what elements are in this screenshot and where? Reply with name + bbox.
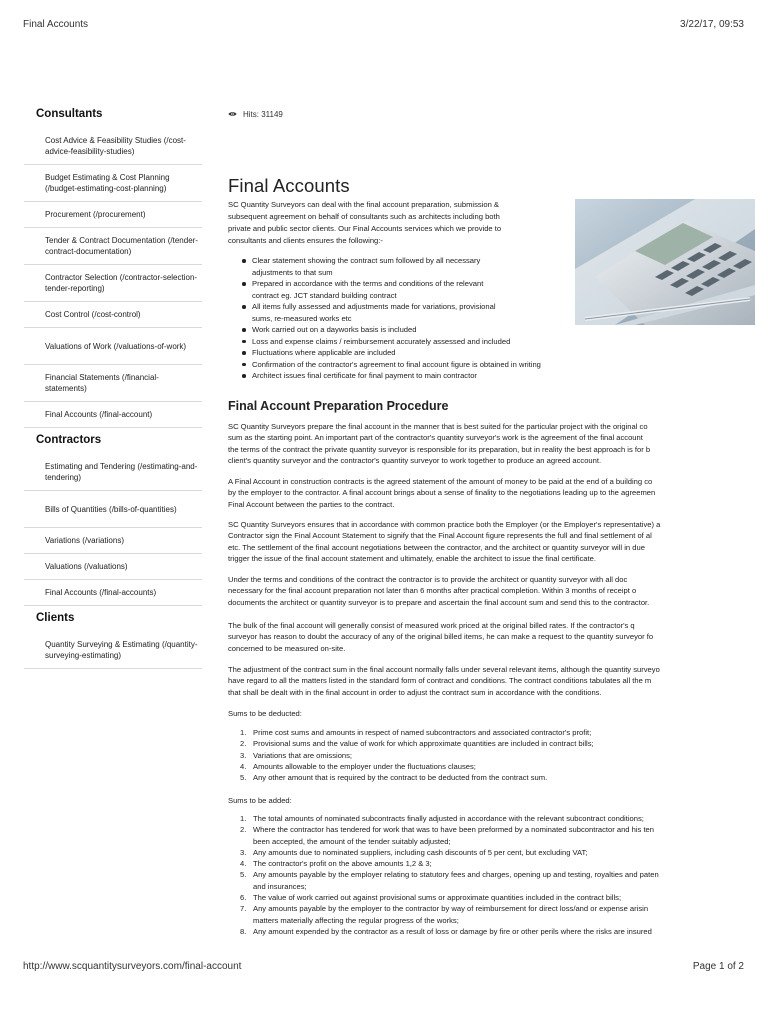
paragraph-line: The adjustment of the contract sum in the final account normally falls under several relevant items, although the quantity surveyo: [228, 665, 660, 674]
list-text: Any amount expended by the contractor as a result of loss or damage by fire or other perils where the risks are insured: [253, 926, 652, 936]
intro-line: SC Quantity Surveyors can deal with the final account preparation, submission &: [228, 200, 499, 209]
sidebar-link[interactable]: Cost Control (/cost-control): [24, 302, 202, 328]
intro-bullet: Architect issues final certificate for final payment to main contractor: [242, 370, 582, 382]
list-item: [240, 727, 768, 738]
list-text: Prime cost sums and amounts in respect of named subcontractors and associated contractor's profit;: [253, 728, 592, 737]
paragraph-line: sum as the starting point. An important part of the contractor's quantity surveyor's work is the agreement of the final account: [228, 433, 643, 443]
list-item: [240, 824, 768, 835]
paragraph-line: documents the architect or quantity surveyor is to prepare and ascertain the final account sum and send this to the contractor.: [228, 597, 650, 607]
paragraph-line: by the employer to the contractor. A final account brings about a sense of finality to the negotiations leading up to the agreemen: [228, 488, 656, 498]
paragraph-line: concerned to be measured on-site.: [228, 643, 346, 653]
intro-bullet: Clear statement showing the contract sum followed by all necessary: [242, 255, 582, 267]
sidebar-link[interactable]: Bills of Quantities (/bills-of-quantities): [24, 491, 202, 528]
list-item: [240, 836, 768, 847]
intro-bullet: contract eg. JCT standard building contract: [252, 290, 397, 300]
main-content: [228, 107, 768, 957]
sidebar-heading: Consultants: [36, 108, 103, 120]
calculator-image: [575, 199, 755, 325]
paragraph-line: the terms of the contract the private quantity surveyor is responsible for its preparation, but in reality the best approach is for b: [228, 444, 651, 454]
intro-bullet: Confirmation of the contractor's agreement to final account figure is obtained in writing: [242, 359, 582, 371]
list-number: 5.: [240, 773, 247, 783]
list-item: [240, 847, 768, 858]
list-text: matters materially affecting the regular progress of the works;: [253, 915, 459, 925]
list-number: 4.: [240, 761, 247, 771]
print-header-title: Final Accounts: [23, 19, 89, 30]
footer-page: Page 1 of 2: [692, 961, 744, 972]
sidebar-link[interactable]: Variations (/variations): [24, 528, 202, 554]
list-text: Provisional sums and the value of work for which approximate quantities are included in contract bills;: [253, 739, 594, 749]
list-item: [240, 926, 768, 937]
paragraph-line: The bulk of the final account will generally consist of measured work priced at the original billed rates. If the contractor's q: [228, 621, 635, 630]
paragraph-5: [228, 620, 768, 654]
intro-bullet: Work carried out on a dayworks basis is included: [242, 324, 582, 336]
intro-bullet: All items fully assessed and adjustments made for variations, provisional: [242, 301, 582, 313]
paragraph-line: Final Account between the parties to the contract.: [228, 499, 395, 509]
list-item: [240, 750, 768, 761]
list-number: 1.: [240, 814, 247, 823]
sidebar-link[interactable]: Cost Advice & Feasibility Studies (/cost-advice-feasibility-studies): [24, 128, 202, 165]
sidebar-link[interactable]: Valuations of Work (/valuations-of-work): [24, 328, 202, 365]
sidebar-heading: Clients: [36, 612, 75, 624]
deducted-heading: Sums to be deducted:: [228, 709, 302, 718]
intro-bullet: sums, re-measured works etc: [252, 313, 352, 323]
print-header: [23, 19, 744, 33]
sidebar-link[interactable]: Valuations (/valuations): [24, 554, 202, 580]
intro-paragraph: [228, 199, 561, 247]
list-item: [240, 881, 768, 892]
intro-line: private and public sector clients. Our Final Accounts services which we provide to: [228, 224, 502, 233]
sidebar-heading: Contractors: [36, 434, 102, 446]
list-text: been accepted, the amount of the tender suitably adjusted;: [253, 836, 451, 846]
list-text: Any amounts payable by the employer to the contractor by way of reimbursement for direct loss/and or expense arisin: [253, 904, 649, 914]
paragraph-3: [228, 519, 768, 564]
paragraph-line: SC Quantity Surveyors ensures that in accordance with common practice both the Employer (or the Employer's representative) a: [228, 520, 661, 529]
sidebar-section: [24, 102, 202, 428]
intro-bullet-list: [242, 255, 582, 382]
list-text: Where the contractor has tendered for work that was to have been preformed by a nominated subcontractor and his ten: [253, 825, 655, 835]
list-item: [240, 915, 768, 926]
paragraph-4: [228, 574, 768, 608]
print-footer: [23, 961, 744, 975]
list-text: Amounts allowable to the employer under the fluctuations clauses;: [253, 761, 476, 771]
list-item: [240, 772, 768, 783]
sidebar-section: [24, 428, 202, 606]
deducted-list: [240, 727, 768, 783]
print-header-datetime: 3/22/17, 09:53: [680, 19, 744, 30]
paragraph-line: that shall be dealt with in the final account in order to adjust the contract sum in accordance with the conditions.: [228, 687, 602, 697]
sidebar-link[interactable]: Contractor Selection (/contractor-selection-tender-reporting): [24, 265, 202, 302]
list-item: [240, 892, 768, 903]
sidebar-link[interactable]: Estimating and Tendering (/estimating-and-tendering): [24, 454, 202, 491]
hits-counter: [228, 107, 768, 121]
list-number: 6.: [240, 893, 247, 903]
sidebar-link[interactable]: Tender & Contract Documentation (/tender-contract-documentation): [24, 228, 202, 265]
list-number: 2.: [240, 739, 247, 749]
hits-text: Hits: 31149: [243, 109, 283, 119]
intro-line: subsequent agreement on behalf of consultants such as architects including both: [228, 212, 500, 221]
list-number: 1.: [240, 728, 247, 737]
paragraph-line: have regard to all the matters listed in the standard form of contract and conditions. The contract conditions tabulates all the m: [228, 676, 652, 686]
list-item: [240, 761, 768, 772]
list-number: 5.: [240, 870, 247, 880]
list-item: [240, 869, 768, 880]
added-list: [240, 813, 768, 937]
sidebar-link[interactable]: Budget Estimating & Cost Planning (/budget-estimating-cost-planning): [24, 165, 202, 202]
list-text: The value of work carried out against provisional sums or approximate quantities included in the contract bills;: [253, 893, 622, 903]
sidebar-link[interactable]: Financial Statements (/financial-statements): [24, 365, 202, 402]
footer-url: http://www.scquantitysurveyors.com/final-account: [23, 961, 242, 972]
list-text: Any other amount that is required by the contract to be deducted from the contract sum.: [253, 773, 548, 783]
added-heading: Sums to be added:: [228, 796, 292, 805]
list-text: Any amounts payable by the employer relating to statutory fees and charges, opening up and testing, royalties and paten: [253, 870, 659, 880]
list-text: The contractor's profit on the above amounts 1,2 & 3;: [253, 859, 432, 869]
paragraph-line: Contractor sign the Final Account Statement to signify that the Final Account figure represents the full and final settlement of al: [228, 531, 652, 541]
intro-bullet: Loss and expense claims / reimbursement accurately assessed and included: [242, 336, 582, 348]
list-number: 3.: [240, 750, 247, 760]
eye-icon: [228, 111, 237, 117]
list-item: [240, 858, 768, 869]
sidebar: [24, 102, 202, 669]
intro-line: consultants and clients ensures the following:-: [228, 236, 383, 245]
sidebar-link[interactable]: Final Accounts (/final-account): [24, 402, 202, 428]
paragraph-line: client's quantity surveyor and the contractor's quantity surveyor to work together to produce an agreed account.: [228, 455, 602, 465]
paragraph-line: necessary for the final account preparation not later than 6 months after practical completion. Within 3 months of receipt o: [228, 586, 637, 596]
sidebar-link[interactable]: Final Accounts (/final-accounts): [24, 580, 202, 606]
intro-bullet: Fluctuations where applicable are included: [242, 347, 582, 359]
section-title: Final Account Preparation Procedure: [228, 399, 449, 413]
paragraph-line: trigger the issue of the final account statement and ultimately, enable the architect to issue the final certificate.: [228, 553, 596, 563]
paragraph-line: SC Quantity Surveyors prepare the final account in the manner that is best suited for the particular project with the original co: [228, 422, 648, 431]
list-number: 3.: [240, 847, 247, 857]
list-text: Variations that are omissions;: [253, 750, 353, 760]
paragraph-2: [228, 476, 768, 510]
list-item: [240, 813, 768, 824]
sidebar-link[interactable]: Procurement (/procurement): [24, 202, 202, 228]
list-item: [240, 738, 768, 749]
intro-bullet: adjustments to that sum: [252, 267, 333, 277]
paragraph-line: A Final Account in construction contracts is the agreed statement of the amount of money to be paid at the end of a building co: [228, 477, 653, 486]
paragraph-1: [228, 421, 768, 466]
intro-bullet: Prepared in accordance with the terms and conditions of the relevant: [242, 278, 582, 290]
list-number: 7.: [240, 904, 247, 914]
sidebar-link[interactable]: Quantity Surveying & Estimating (/quantity-surveying-estimating): [24, 632, 202, 669]
list-text: and insurances;: [253, 881, 307, 891]
paragraph-line: Under the terms and conditions of the contract the contractor is to provide the architect or quantity surveyor with all doc: [228, 575, 628, 584]
sidebar-section: [24, 606, 202, 669]
list-number: 4.: [240, 859, 247, 869]
calculator-illustration: [575, 199, 755, 325]
paragraph-line: surveyor has reason to doubt the accuracy of any of the original billed items, he can make a request to the quantity surveyor fo: [228, 632, 654, 642]
paragraph-6: [228, 664, 768, 698]
list-text: Any amounts due to nominated suppliers, including cash discounts of 5 per cent, but excluding VAT;: [253, 847, 588, 857]
page-title: Final Accounts: [228, 175, 350, 196]
list-number: 2.: [240, 825, 247, 835]
list-text: The total amounts of nominated subcontracts finally adjusted in accordance with the relevant subcontract conditions;: [253, 814, 644, 823]
list-number: 8.: [240, 926, 247, 936]
list-item: [240, 903, 768, 914]
paragraph-line: etc. The settlement of the final account negotiations between the contractor, and the architect or quantity surveyor will in due: [228, 542, 645, 552]
